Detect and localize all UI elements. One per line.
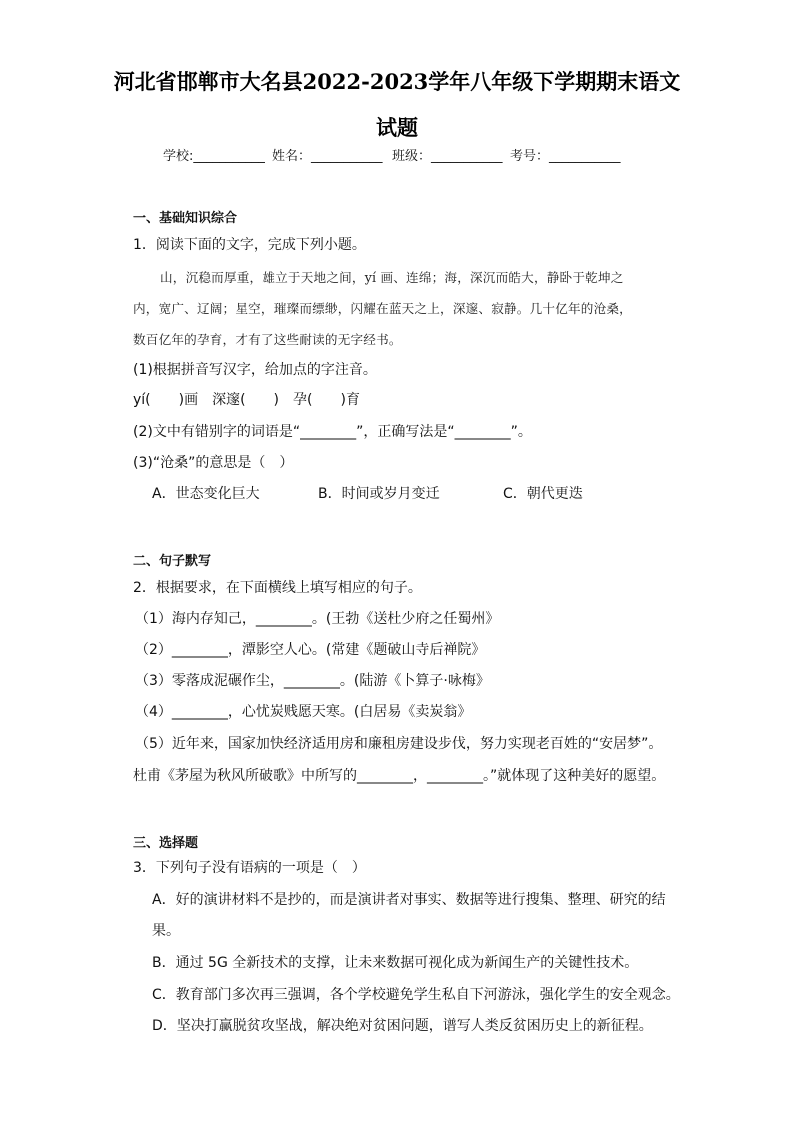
choice-option: B．通过 5G 全新技术的支撑，让未来数据可视化成为新闻生产的关键性技术。 [152, 955, 639, 971]
choice-option-cont: 果。 [152, 923, 180, 939]
passage-line: 内，宽广、辽阔；星空，璀璨而缥缈，闪耀在蓝天之上，深邃、寂静。几十亿年的沧桑， [133, 301, 632, 316]
sub-question: (2)文中有错别字的词语是“________”，正确写法是“________”。 [133, 424, 532, 440]
list-item: （4）________，心忧炭贱愿天寒。(白居易《卖炭翁》 [135, 704, 472, 720]
list-item: （3）零落成泥碾作尘，________。(陆游《卜算子·咏梅》 [135, 673, 490, 689]
choice-option: D．坚决打赢脱贫攻坚战，解决绝对贫困问题，谱写人类反贫困历史上的新征程。 [152, 1018, 653, 1034]
list-item: （5）近年来，国家加快经济适用房和廉租房建设步伐，努力实现老百姓的“安居梦”。 [135, 736, 663, 752]
info-name: 姓名：___________ [272, 149, 383, 164]
choice-option: C．教育部门多次再三强调，各个学校避免学生私自下河游泳，强化学生的安全观念。 [152, 987, 680, 1003]
question-stem: 3．下列句子没有语病的一项是（ ） [133, 860, 366, 876]
section-heading: 三、选择题 [133, 836, 199, 851]
question-stem: 1．阅读下面的文字，完成下列小题。 [133, 237, 366, 253]
list-item: （1）海内存知己，________。(王勃《送杜少府之任蜀州》 [135, 611, 500, 627]
option-b: B．时间或岁月变迁 [318, 486, 440, 502]
info-number: 考号：___________ [510, 149, 621, 164]
passage-line: 山，沉稳而厚重，雄立于天地之间，yí 画、连绵；海，深沉而皓大，静卧于乾坤之 [160, 270, 624, 285]
sub-question-blanks: yí( )画 深邃( ) 孕( )育 [133, 392, 360, 408]
option-a: A．世态变化巨大 [152, 486, 260, 502]
info-class: 班级：___________ [392, 149, 503, 164]
list-item-cont: 杜甫《茅屋为秋风所破歌》中所写的________，________。”就体现了这种美好的愿望。 [133, 768, 666, 784]
page-title-cont: 试题 [376, 115, 418, 140]
section-heading: 一、基础知识综合 [133, 211, 238, 226]
page-title: 河北省邯郸市大名县2022-2023学年八年级下学期期末语文 [113, 69, 681, 94]
option-c: C．朝代更迭 [503, 486, 583, 502]
sub-question: (1)根据拼音写汉字，给加点的字注音。 [133, 362, 377, 378]
info-school: 学校:___________ [163, 149, 265, 164]
choice-option: A．好的演讲材料不是抄的，而是演讲者对事实、数据等进行搜集、整理、研究的结 [152, 892, 666, 908]
question-stem: 2．根据要求，在下面横线上填写相应的句子。 [133, 580, 422, 596]
passage-line: 数百亿年的孕育，才有了这些耐读的无字经书。 [133, 332, 402, 347]
sub-question: (3)“沧桑”的意思是（ ） [133, 455, 294, 471]
section-heading: 二、句子默写 [133, 554, 212, 569]
list-item: （2）________，潭影空人心。(常建《题破山寺后禅院》 [135, 642, 486, 658]
